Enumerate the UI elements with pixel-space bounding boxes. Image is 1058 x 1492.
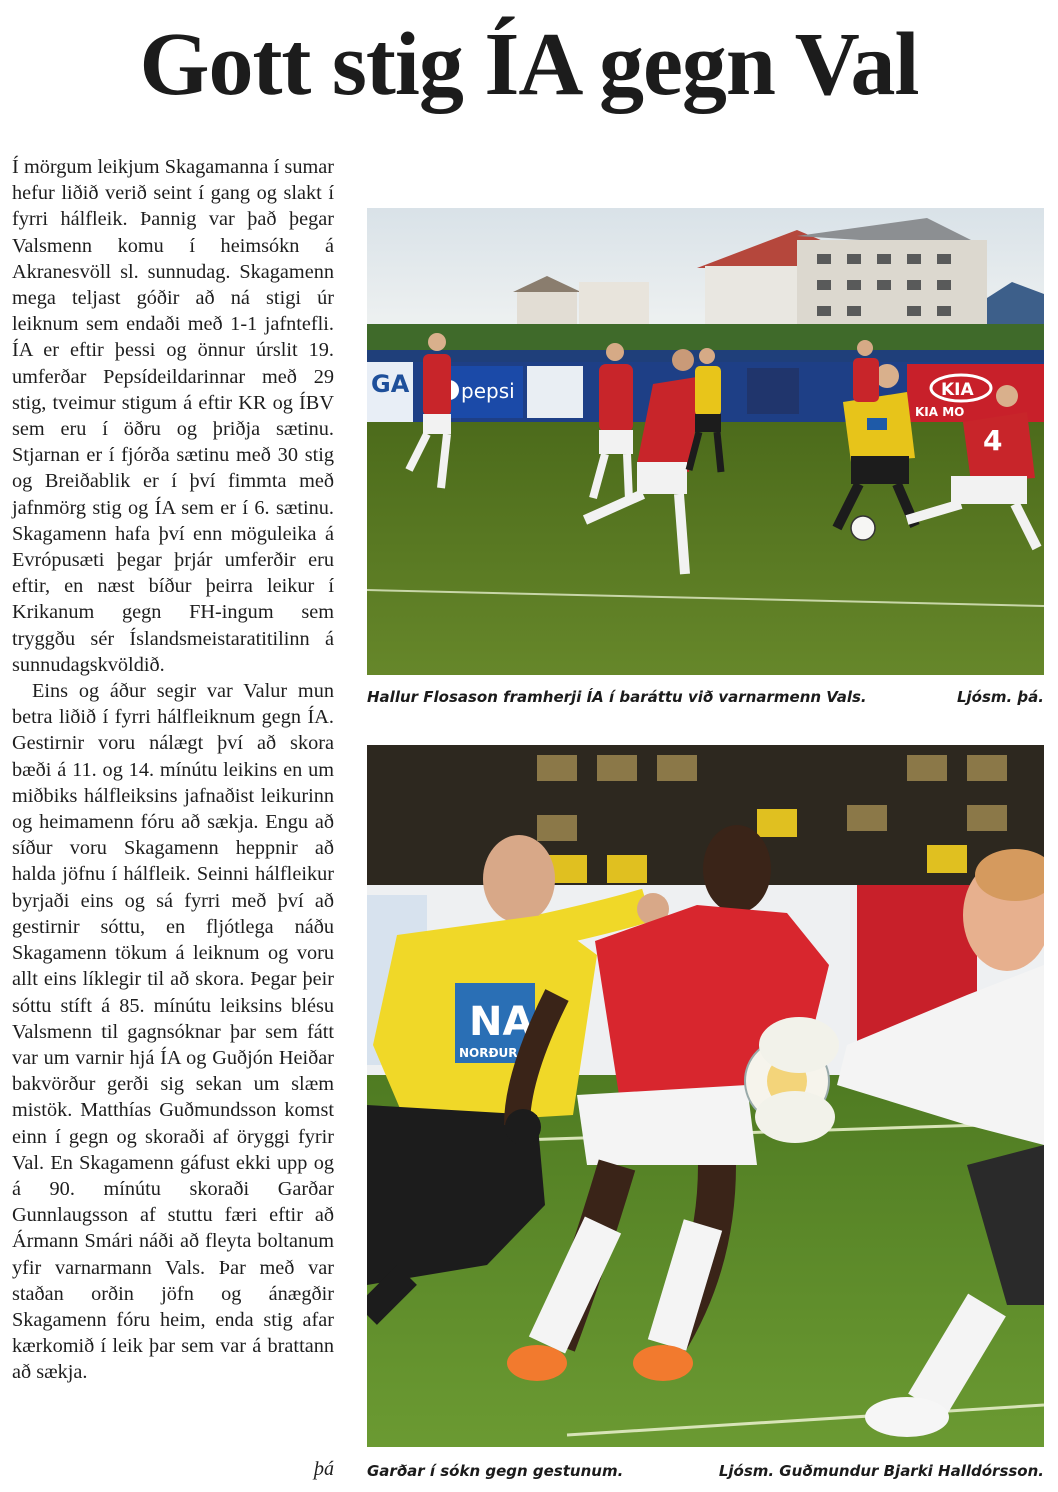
goalkeeper-glove [755, 1091, 835, 1143]
photo-credit-2: Ljósm. Guðmundur Bjarki Halldórsson. [718, 1462, 1044, 1480]
match-photo-2-illustration [367, 745, 1044, 1447]
article-paragraph: Eins og áður segir var Valur mun betra liðið í fyrri hálfleiknum gegn ÍA. Gestirnir voru nálægt því að skora bæði á 11. og 14. mínútu leikins en um miðbiks hálfleiksins jafnaðist leikurinn og heimamenn fóru að sækja. Engu að síður voru Skagamenn heppnir að halda jöfnu í hálfleik. Seinni hálfleikur byrjaði eins og sá fyrri með því að gestirnir sóttu, en fljótlega náðu Skagamenn tökum á leiknum og voru allt eins líklegir til að skora. Þegar þeir sóttu stíft á 85. mínútu leiksins blésu Valsmenn til gagnsóknar þar sem fátt var um varnir hjá ÍA og Guðjón Heiðar bakvörður gerði sig sekan um slæm mistök. Matthías Guðmundsson komst einn í gegn og skoraði af öryggi fyrir Val. En Skagamenn gáfust ekki upp og á 90. mínútu skoraði Garðar Gunnlaugsson af stuttu færi eftir að Ármann Smári náði að fleyta boltanum yfir varnarmann Vals. Þar með var staðan orðin jöfn og ánægðir Skagamenn fóru heim, enda stig afar kærkomið í leik þar sem var á brattann að sækja. [12, 680, 334, 1384]
headline: Gott stig ÍA gegn Val [139, 15, 919, 114]
goalkeeper-glove [759, 1017, 839, 1073]
match-photo-1 [367, 208, 1044, 675]
sponsor-board-2: pepsi [461, 379, 515, 403]
football [851, 516, 875, 540]
photo-caption-1-text: Hallur Flosason framherji ÍA í baráttu við varnarmenn Vals. [367, 688, 867, 706]
sponsor-board-3-sub: KIA MO [915, 405, 965, 419]
pitch [367, 422, 1044, 675]
sponsor-board-3: KIA [941, 380, 974, 400]
sponsor-board-1: GA [371, 370, 410, 398]
shirt-number: 4 [983, 424, 1003, 457]
match-photo-1-illustration [367, 208, 1044, 675]
photo-credit-1: Ljósm. þá. [956, 688, 1044, 706]
match-photo-2 [367, 745, 1044, 1447]
grass-bank [367, 324, 1044, 352]
photo-caption-2 [367, 1458, 1044, 1484]
article-paragraph: Í mörgum leikjum Skagamanna í sumar hefur liðið verið seint í gang og slakt í fyrri hálfleik. Þannig var það þegar Valsmenn komu í heimsókn á Akranesvöll sl. sunnudag. Skagamenn mega teljast góðir að ná stigi úr leiknum sem endaði með 1-1 jafntefli. ÍA er eftir þessi og önnur úrslit 19. umferðar Pepsídeildarinnar með 29 stig, tveimur stigum á eftir KR og ÍBV sem eru í öðru og þriðja sætinu. Stjarnan er í fjórða sætinu með 30 stig og Breiðablik er í því fimmta með jafnmörg stig og ÍA sem er í 6. sætinu. Skagamenn hafa því enn möguleika á Evrópusæti þegar þrjár umferðir eru eftir, en næst bíður þeirra leikur í Krikanum gegn FH-ingum sem tryggðu sér Íslandsmeistaratitilinn á sunnudagskvöldið. [12, 156, 334, 676]
shirt-sponsor-sub: NORÐURÁL [459, 1046, 535, 1060]
shirt-sponsor: NA [469, 999, 534, 1045]
photo-caption-2-text: Garðar í sókn gegn gestunum. [367, 1462, 624, 1480]
photo-caption-1 [367, 684, 1044, 710]
article-body [12, 154, 334, 1386]
author-byline: þá [314, 1458, 334, 1480]
